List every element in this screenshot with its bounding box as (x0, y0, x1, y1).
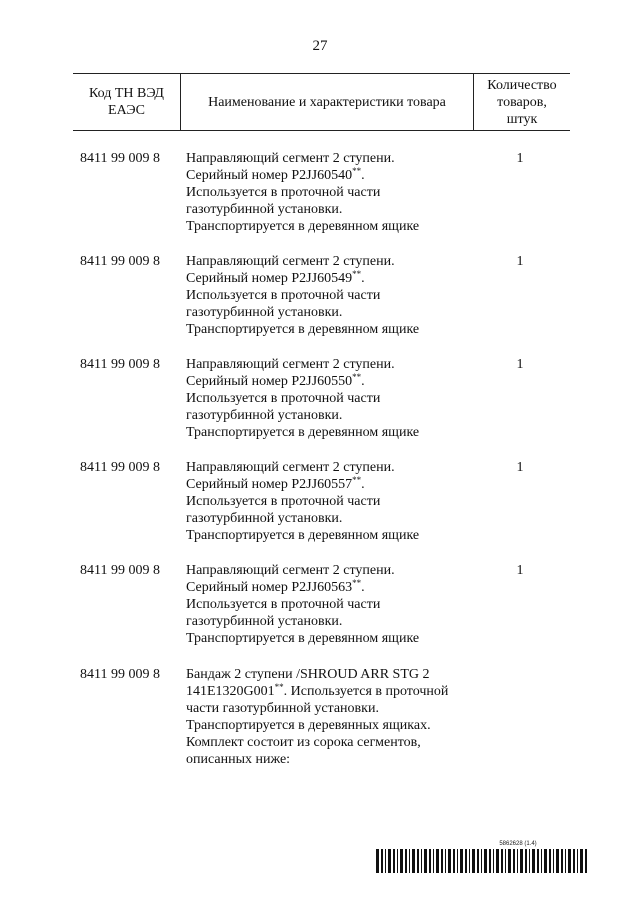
description-line: Направляющий сегмент 2 ступени. (186, 563, 395, 578)
row-code: 8411 99 009 8 (80, 667, 160, 682)
description-line: Используется в проточной части (186, 391, 381, 406)
row-code: 8411 99 009 8 (80, 357, 160, 372)
row-quantity: 1 (516, 254, 524, 269)
row-code: 8411 99 009 8 (80, 254, 160, 269)
description-line: Серийный номер P2JJ60557**. (186, 475, 365, 492)
row-description (186, 459, 486, 544)
barcode-image (376, 849, 590, 873)
footnote-marker: ** (352, 475, 362, 485)
description-line: Серийный номер P2JJ60549**. (186, 269, 365, 286)
footnote-marker: ** (352, 372, 362, 382)
description-line: Комплект состоит из сорока сегментов, (186, 735, 421, 750)
page-number: 27 (312, 38, 328, 54)
table-header (73, 73, 570, 131)
description-line: описанных ниже: (186, 752, 291, 767)
description-line: Серийный номер P2JJ60540**. (186, 166, 365, 183)
description-line: Используется в проточной части (186, 185, 381, 200)
description-line: Транспортируется в деревянном ящике (186, 322, 420, 337)
row-code: 8411 99 009 8 (80, 460, 160, 475)
header-code: Код ТН ВЭД ЕАЭС (73, 74, 181, 130)
barcode (376, 841, 590, 873)
description-line: Транспортируется в деревянном ящике (186, 528, 420, 543)
header-name: Наименование и характеристики товара (181, 74, 474, 130)
row-quantity: 1 (516, 357, 524, 372)
description-line: Серийный номер P2JJ60563**. (186, 578, 365, 595)
row-code: 8411 99 009 8 (80, 151, 160, 166)
description-line: Транспортируется в деревянном ящике (186, 631, 420, 646)
description-line: газотурбинной установки. (186, 511, 343, 526)
row-description (186, 666, 486, 768)
barcode-label: 5862628 (1.4) (499, 841, 537, 847)
row-code: 8411 99 009 8 (80, 563, 160, 578)
description-line: 141E1320G001**. Используется в проточной (186, 682, 449, 699)
footnote-marker: ** (352, 269, 362, 279)
row-description (186, 562, 486, 647)
description-line: Направляющий сегмент 2 ступени. (186, 357, 395, 372)
description-line: Направляющий сегмент 2 ступени. (186, 254, 395, 269)
description-line: газотурбинной установки. (186, 305, 343, 320)
footnote-marker: ** (274, 682, 284, 692)
row-quantity: 1 (516, 151, 524, 166)
description-line: Направляющий сегмент 2 ступени. (186, 460, 395, 475)
description-line: Серийный номер P2JJ60550**. (186, 372, 365, 389)
description-line: Транспортируется в деревянных ящиках. (186, 718, 431, 733)
description-line: Направляющий сегмент 2 ступени. (186, 151, 395, 166)
description-line: части газотурбинной установки. (186, 701, 379, 716)
footnote-marker: ** (352, 578, 362, 588)
row-quantity: 1 (516, 563, 524, 578)
row-description (186, 150, 486, 235)
description-line: газотурбинной установки. (186, 614, 343, 629)
description-line: газотурбинной установки. (186, 408, 343, 423)
description-line: Транспортируется в деревянном ящике (186, 219, 420, 234)
description-line: Используется в проточной части (186, 597, 381, 612)
description-line: Транспортируется в деревянном ящике (186, 425, 420, 440)
description-line: Используется в проточной части (186, 288, 381, 303)
description-line: Используется в проточной части (186, 494, 381, 509)
row-quantity: 1 (516, 460, 524, 475)
footnote-marker: ** (352, 166, 362, 176)
row-description (186, 253, 486, 338)
row-description (186, 356, 486, 441)
description-line: газотурбинной установки. (186, 202, 343, 217)
header-qty: Количество товаров, штук (487, 77, 557, 127)
description-line: Бандаж 2 ступени /SHROUD ARR STG 2 (186, 667, 430, 682)
